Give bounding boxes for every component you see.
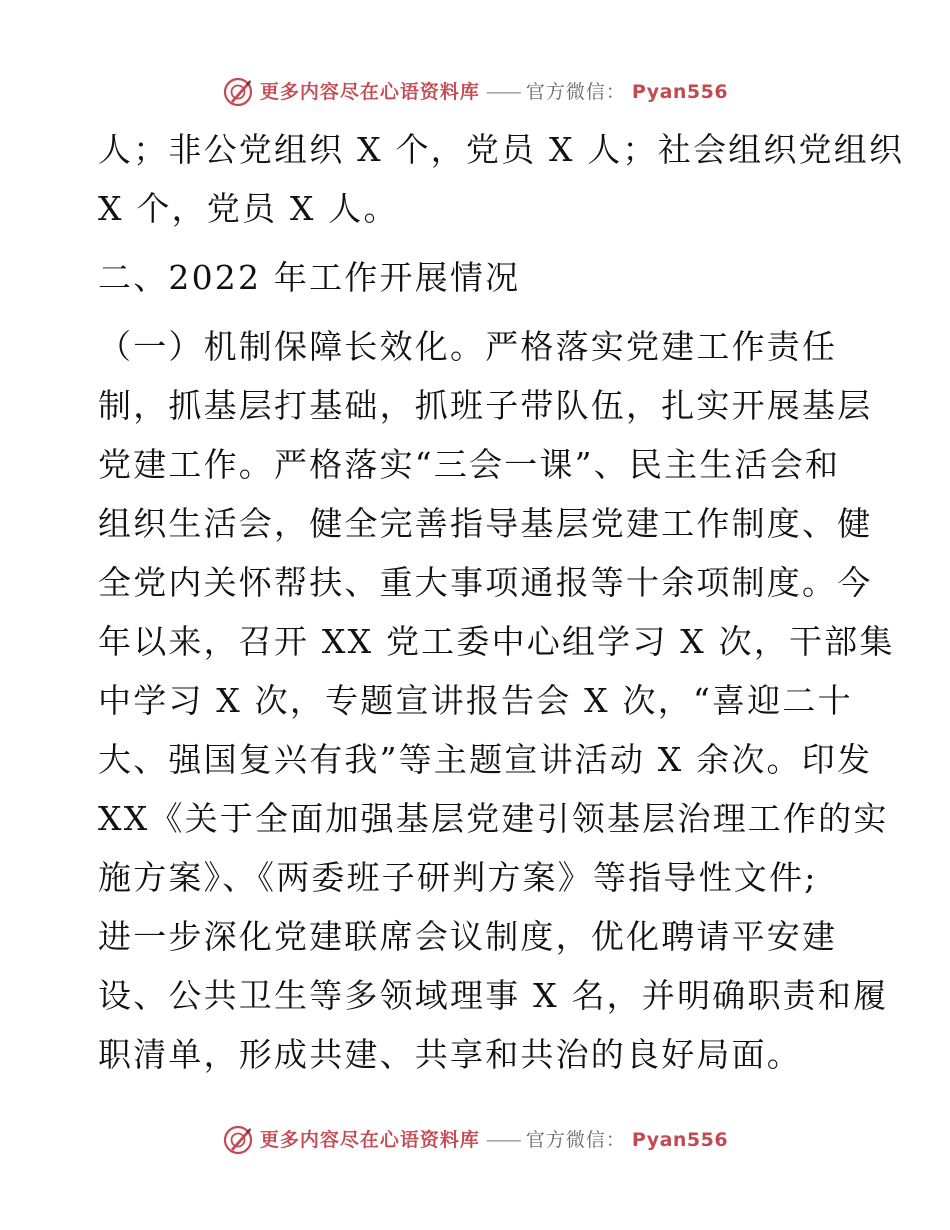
section-heading: 二、2022 年工作开展情况 bbox=[98, 258, 521, 297]
watermark-wechat-id: Pyan556 bbox=[631, 80, 729, 103]
body-line: XX《关于全面加强基层党建引领基层治理工作的实 bbox=[98, 799, 889, 838]
body-line: 职清单，形成共建、共享和共治的良好局面。 bbox=[98, 1035, 802, 1074]
document-body bbox=[98, 120, 905, 1084]
body-line: 党建工作。严格落实“三会一课”、民主生活会和 bbox=[98, 445, 841, 484]
watermark-text: 更多内容尽在心语资料库 bbox=[259, 80, 480, 103]
body-line: 大、强国复兴有我”等主题宣讲活动 X 余次。印发 bbox=[98, 740, 873, 779]
subsection-heading-line: （一）机制保障长效化。严格落实党建工作责任 bbox=[98, 327, 838, 366]
body-line: 施方案》、《两委班子研判方案》等指导性文件; bbox=[98, 858, 818, 897]
watermark-separator: —— bbox=[485, 80, 520, 103]
watermark-separator: —— bbox=[485, 1128, 520, 1151]
body-line: 人；非公党组织 X 个，党员 X 人；社会组织党组织 bbox=[98, 130, 905, 169]
body-line: 组织生活会，健全完善指导基层党建工作制度、健 bbox=[98, 504, 873, 543]
body-line: 制，抓基层打基础，抓班子带队伍，扎实开展基层 bbox=[98, 386, 873, 425]
header-watermark bbox=[0, 76, 950, 108]
watermark-wechat-id: Pyan556 bbox=[631, 1128, 729, 1151]
body-line: X 个，党员 X 人。 bbox=[98, 189, 399, 228]
body-line: 年以来，召开 XX 党工委中心组学习 X 次，干部集 bbox=[98, 622, 895, 661]
body-line: 进一步深化党建联席会议制度，优化聘请平安建 bbox=[98, 917, 838, 956]
brand-logo-icon bbox=[222, 1124, 254, 1156]
watermark-wechat-label: 官方微信： bbox=[525, 80, 626, 103]
body-line: 中学习 X 次，专题宣讲报告会 X 次，“喜迎二十 bbox=[98, 681, 853, 720]
brand-logo-icon bbox=[222, 76, 254, 108]
body-line: 全党内关怀帮扶、重大事项通报等十余项制度。今 bbox=[98, 563, 873, 602]
watermark-text: 更多内容尽在心语资料库 bbox=[259, 1128, 480, 1151]
footer-watermark bbox=[0, 1124, 950, 1156]
body-line: 设、公共卫生等多领域理事 X 名，并明确职责和履 bbox=[98, 976, 889, 1015]
watermark-wechat-label: 官方微信： bbox=[525, 1128, 626, 1151]
